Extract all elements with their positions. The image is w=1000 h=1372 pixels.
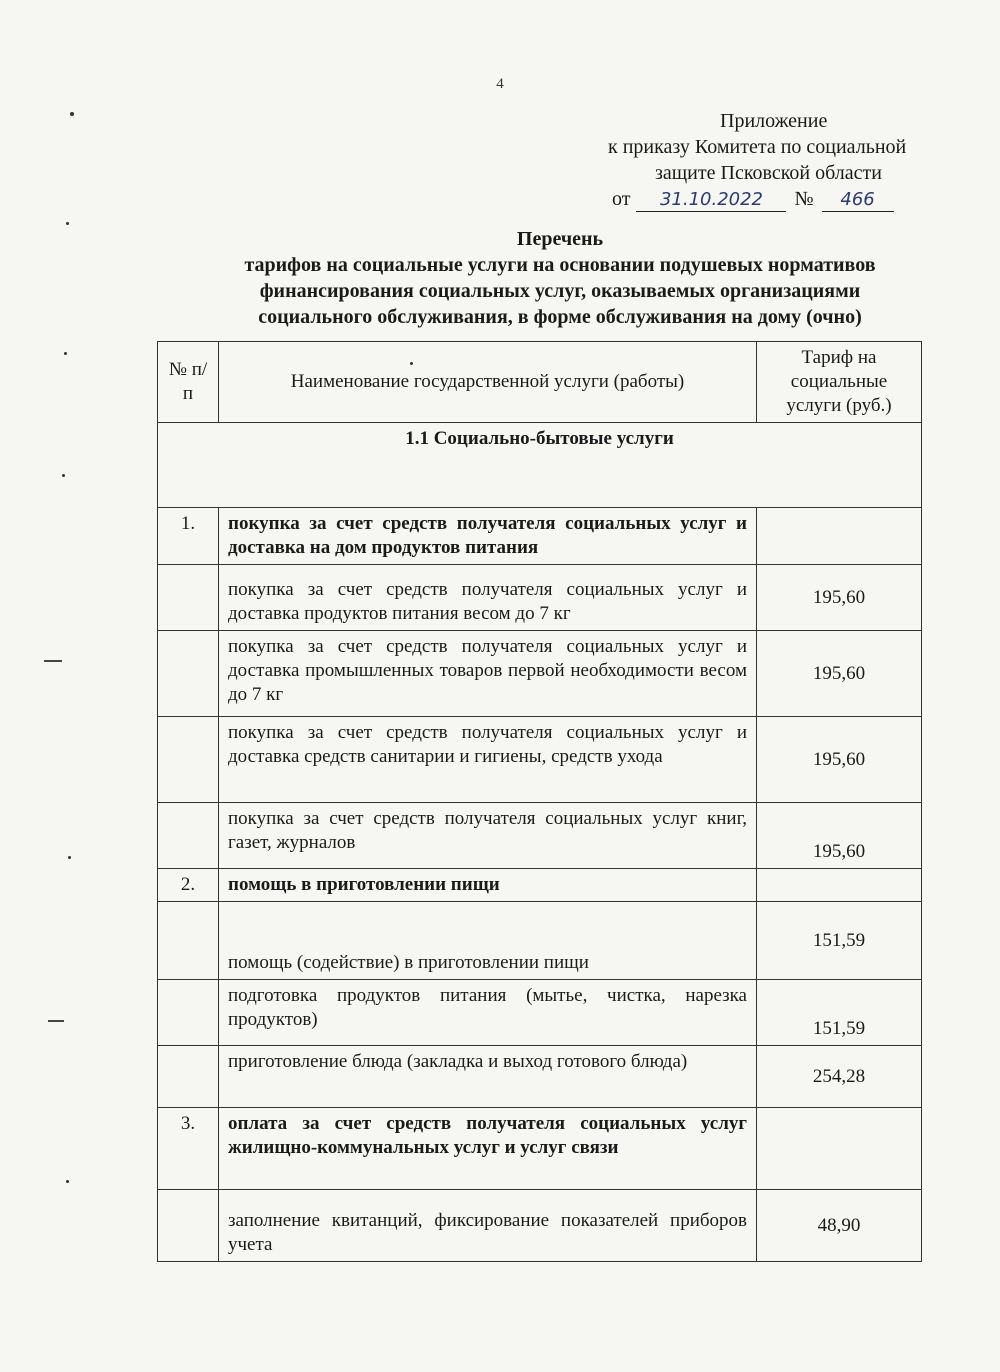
row-num [158, 1190, 219, 1262]
title-line-4: социального обслуживания, в форме обслуживания на дому (очно) [258, 306, 862, 328]
title-line-1: Перечень [516, 228, 604, 250]
section-row [158, 423, 922, 508]
table-row [158, 902, 922, 980]
scan-speck [68, 856, 71, 859]
order-number: 466 [822, 189, 894, 212]
appendix-order-line [600, 186, 960, 212]
row-num [158, 717, 219, 803]
row-name: помощь в приготовлении пищи [219, 869, 757, 902]
scan-speck [70, 112, 74, 116]
row-price [757, 508, 922, 565]
row-price: 254,28 [757, 1046, 922, 1108]
table-row [158, 869, 922, 902]
appendix-line-1: Приложение [720, 110, 828, 132]
tariff-table [157, 341, 922, 1262]
row-name: подготовка продуктов питания (мытье, чистка, нарезка продуктов) [219, 980, 757, 1046]
title-line-2: тарифов на социальные услуги на основании подушевых нормативов [244, 254, 876, 276]
page-number: 4 [496, 76, 504, 92]
row-name: покупка за счет средств получателя социальных услуг и доставка продуктов питания весом до 7 кг [219, 565, 757, 631]
row-price: 151,59 [757, 980, 922, 1046]
header-name: Наименование государственной услуги (работы) [219, 342, 757, 423]
table-row [158, 631, 922, 717]
table-row [158, 508, 922, 565]
row-num [158, 631, 219, 717]
table-header-row [158, 342, 922, 423]
appendix-line-3: защите Псковской области [655, 162, 882, 184]
title-line-3: финансирования социальных услуг, оказываемых организациями [259, 280, 861, 302]
header-num: № п/п [158, 342, 219, 423]
row-price: 195,60 [757, 565, 922, 631]
row-num [158, 980, 219, 1046]
row-name: покупка за счет средств получателя социальных услуг книг, газет, журналов [219, 803, 757, 869]
row-name: оплата за счет средств получателя социальных услуг жилищно-коммунальных услуг и услуг связи [219, 1108, 757, 1190]
scan-speck [62, 474, 65, 477]
row-name: покупка за счет средств получателя социальных услуг и доставка на дом продуктов питания [219, 508, 757, 565]
document-title [160, 226, 960, 330]
number-label: № [794, 188, 814, 210]
row-name: приготовление блюда (закладка и выход готового блюда) [219, 1046, 757, 1108]
row-name: помощь (содействие) в приготовлении пищи [219, 902, 757, 980]
scan-mark [48, 1020, 64, 1022]
section-title: 1.1 Социально-бытовые услуги [158, 423, 922, 508]
row-price [757, 869, 922, 902]
row-price: 48,90 [757, 1190, 922, 1262]
appendix-block [600, 108, 960, 212]
table-row [158, 1190, 922, 1262]
row-num: 2. [158, 869, 219, 902]
table-row [158, 565, 922, 631]
appendix-line-2: к приказу Комитета по социальной [608, 136, 907, 158]
table-row [158, 980, 922, 1046]
row-name: покупка за счет средств получателя социальных услуг и доставка промышленных товаров первой необходимости весом до 7 кг [219, 631, 757, 717]
date-prefix: от [612, 188, 631, 210]
row-price: 195,60 [757, 803, 922, 869]
row-name: покупка за счет средств получателя социальных услуг и доставка средств санитарии и гигиены, средств ухода [219, 717, 757, 803]
row-num [158, 565, 219, 631]
order-date: 31.10.2022 [636, 189, 786, 212]
row-price: 195,60 [757, 631, 922, 717]
row-price [757, 1108, 922, 1190]
scan-speck [66, 222, 69, 225]
scan-speck [64, 352, 67, 355]
table-row [158, 717, 922, 803]
row-price: 195,60 [757, 717, 922, 803]
scan-speck [410, 362, 413, 365]
table-row [158, 1046, 922, 1108]
table-row [158, 1108, 922, 1190]
scan-speck [66, 1180, 69, 1183]
row-num [158, 902, 219, 980]
row-num [158, 1046, 219, 1108]
row-num [158, 803, 219, 869]
scan-mark [44, 660, 62, 662]
row-num: 1. [158, 508, 219, 565]
row-num: 3. [158, 1108, 219, 1190]
header-price: Тариф на социальные услуги (руб.) [757, 342, 922, 423]
row-price: 151,59 [757, 902, 922, 980]
row-name: заполнение квитанций, фиксирование показателей приборов учета [219, 1190, 757, 1262]
table-row [158, 803, 922, 869]
